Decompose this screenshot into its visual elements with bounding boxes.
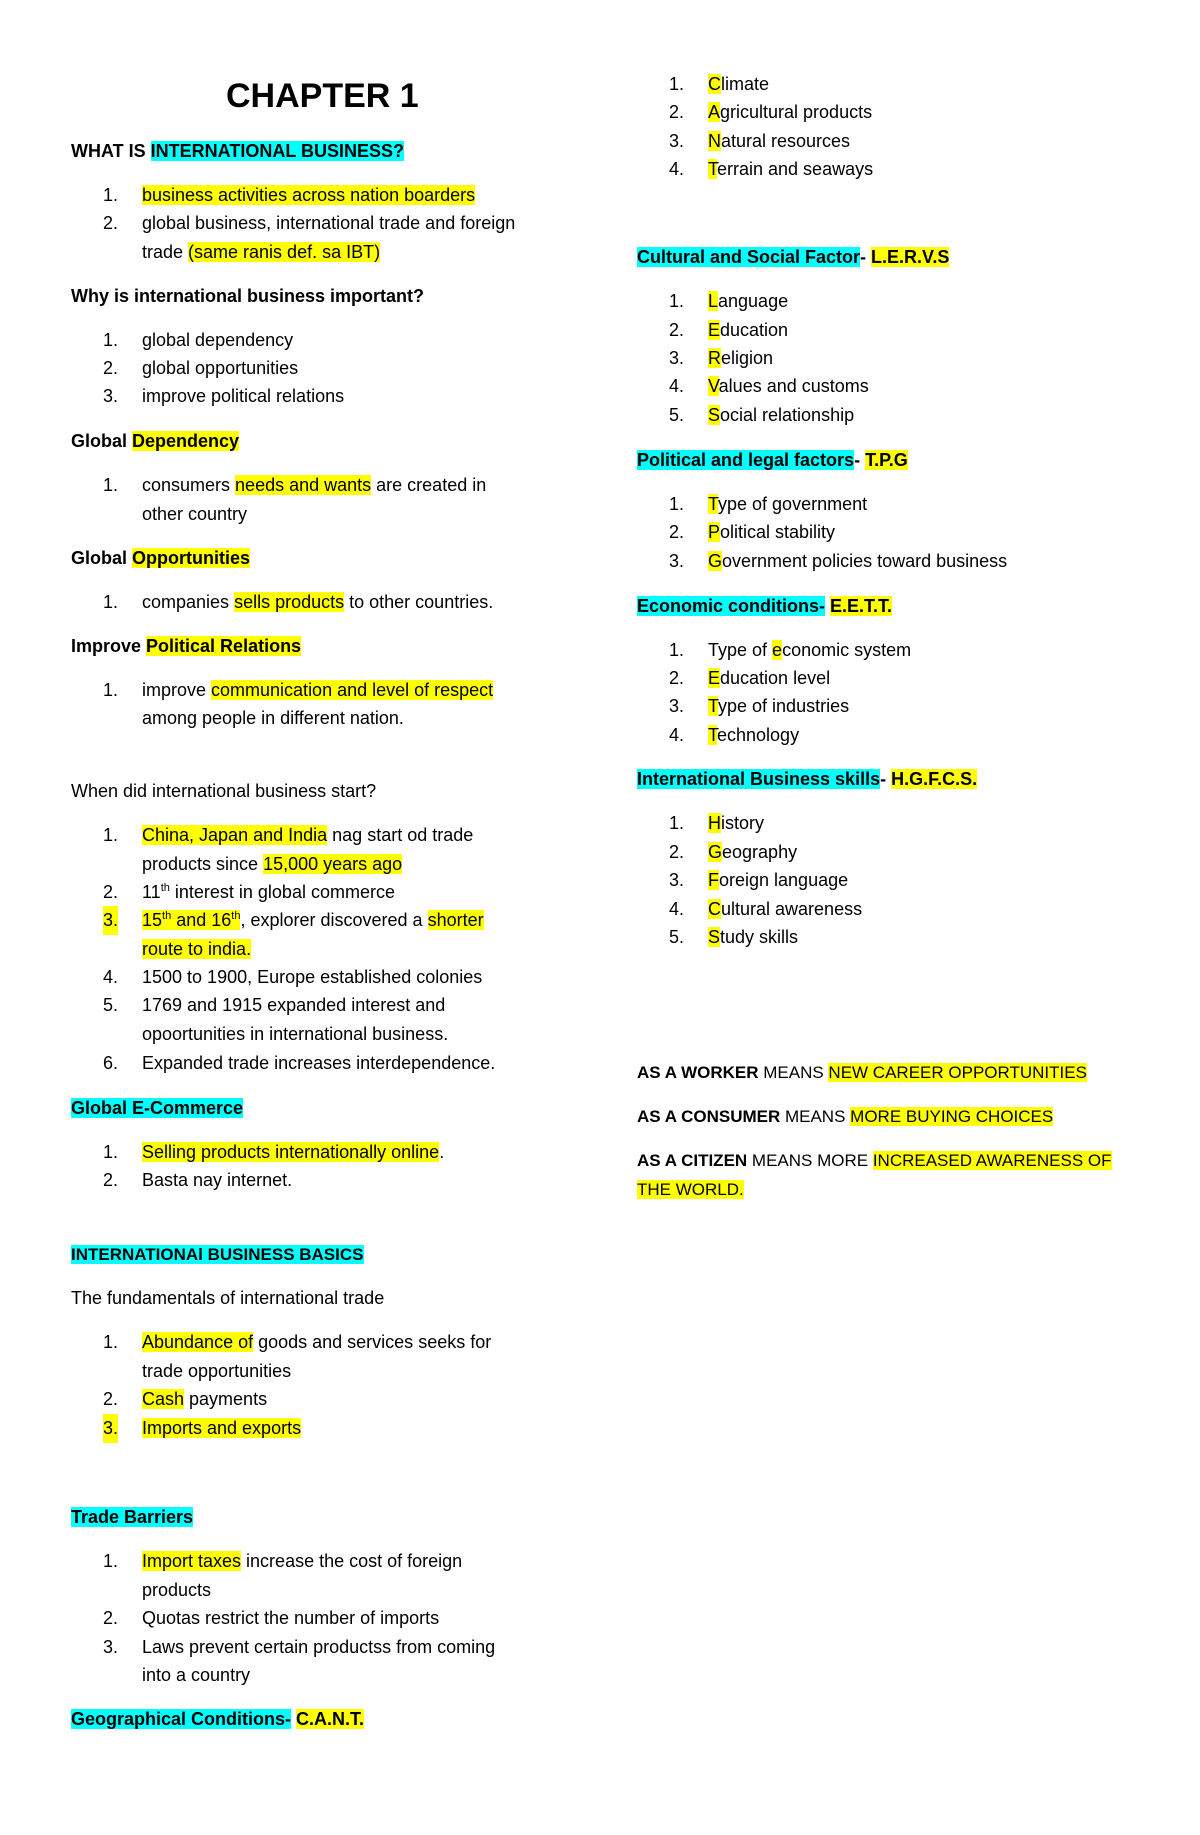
list-number: 3.: [669, 131, 685, 151]
list-item: Imports and exports: [142, 1418, 302, 1438]
list-number: 5.: [103, 995, 119, 1015]
heading-trade-barriers: Trade Barriers: [71, 1507, 194, 1527]
list-item: Political stability: [708, 522, 836, 542]
heading-economic: Economic conditions- E.E.T.T.: [637, 596, 893, 616]
list-number: 1.: [669, 291, 685, 311]
list-number: 1.: [103, 680, 119, 700]
list-number: 2.: [103, 358, 119, 378]
statement-citizen: AS A CITIZEN MEANS MORE INCREASED AWARENESS OF: [637, 1151, 1112, 1170]
heading-what-is-ib: WHAT IS INTERNATIONAL BUSINESS?: [71, 141, 405, 161]
heading-global-ecommerce: Global E-Commerce: [71, 1098, 244, 1118]
list-item-continuation: products since 15,000 years ago: [142, 854, 403, 874]
page-title: CHAPTER 1: [226, 77, 419, 115]
list-item: Values and customs: [708, 376, 869, 396]
list-item: Cultural awareness: [708, 899, 863, 919]
list-item: companies sells products to other countries.: [142, 592, 494, 612]
list-number: 6.: [103, 1053, 119, 1073]
list-item: History: [708, 813, 765, 833]
list-number: 4.: [669, 899, 685, 919]
heading-ib-basics: INTERNATIONAl BUSINESS BASICS: [71, 1245, 364, 1264]
list-item-continuation: trade opportunities: [142, 1361, 292, 1381]
list-item: China, Japan and India nag start od trade: [142, 825, 474, 845]
list-number: 1.: [103, 475, 119, 495]
statement-consumer: AS A CONSUMER MEANS MORE BUYING CHOICES: [637, 1107, 1054, 1126]
list-number: 3.: [669, 696, 685, 716]
list-item-continuation: into a country: [142, 1665, 251, 1685]
heading-political-legal: Political and legal factors- T.P.G: [637, 450, 908, 470]
heading-why-important: Why is international business important?: [71, 286, 425, 306]
list-item: Expanded trade increases interdependence.: [142, 1053, 496, 1073]
list-item: 11th interest in global commerce: [142, 882, 395, 902]
heading-cultural-social: Cultural and Social Factor- L.E.R.V.S: [637, 247, 950, 267]
list-item: Quotas restrict the number of imports: [142, 1608, 440, 1628]
list-item: Foreign language: [708, 870, 849, 890]
list-number: 3.: [103, 906, 118, 935]
list-item: Basta nay internet.: [142, 1170, 293, 1190]
list-item: global opportunities: [142, 358, 299, 378]
basics-subtitle: The fundamentals of international trade: [71, 1288, 385, 1308]
list-number: 5.: [669, 405, 685, 425]
list-item: Education: [708, 320, 789, 340]
list-number: 2.: [669, 522, 685, 542]
list-number: 2.: [103, 1608, 119, 1628]
list-number: 2.: [669, 320, 685, 340]
list-number: 2.: [669, 102, 685, 122]
list-number: 3.: [103, 386, 119, 406]
list-item: Social relationship: [708, 405, 855, 425]
list-item: Type of industries: [708, 696, 850, 716]
list-item: Cash payments: [142, 1389, 268, 1409]
list-number: 1.: [669, 494, 685, 514]
list-number: 1.: [103, 1332, 119, 1352]
list-number: 1.: [103, 1551, 119, 1571]
list-item: Government policies toward business: [708, 551, 1008, 571]
statement-worker: AS A WORKER MEANS NEW CAREER OPPORTUNITIES: [637, 1063, 1087, 1082]
list-item: Agricultural products: [708, 102, 873, 122]
list-number: 4.: [669, 725, 685, 745]
list-item: Import taxes increase the cost of foreign: [142, 1551, 463, 1571]
heading-global-opportunities: Global Opportunities: [71, 548, 251, 568]
list-item: Climate: [708, 74, 770, 94]
list-item: 15th and 16th, explorer discovered a shorter: [142, 910, 484, 930]
list-number: 1.: [103, 825, 119, 845]
list-number: 2.: [103, 1170, 119, 1190]
list-item-continuation: other country: [142, 504, 248, 524]
list-item: 1769 and 1915 expanded interest and: [142, 995, 446, 1015]
list-number: 1.: [103, 330, 119, 350]
list-number: 2.: [103, 882, 119, 902]
list-item-continuation: opoortunities in international business.: [142, 1024, 449, 1044]
list-number: 1.: [669, 640, 685, 660]
list-item: 1500 to 1900, Europe established colonies: [142, 967, 483, 987]
list-item: Abundance of goods and services seeks for: [142, 1332, 492, 1352]
list-item: Type of economic system: [708, 640, 912, 660]
list-number: 3.: [103, 1637, 119, 1657]
list-number: 2.: [669, 668, 685, 688]
list-number: 3.: [103, 1414, 118, 1443]
list-number: 2.: [669, 842, 685, 862]
list-number: 4.: [669, 159, 685, 179]
list-item: Religion: [708, 348, 774, 368]
list-number: 1.: [103, 185, 119, 205]
list-number: 3.: [669, 870, 685, 890]
statement-citizen-continuation: THE WORLD.: [637, 1180, 744, 1199]
list-item-continuation: among people in different nation.: [142, 708, 404, 728]
list-item: improve communication and level of respect: [142, 680, 494, 700]
list-item-continuation: products: [142, 1580, 212, 1600]
list-item: Terrain and seaways: [708, 159, 874, 179]
list-item: Laws prevent certain productss from coming: [142, 1637, 496, 1657]
list-item: Selling products internationally online.: [142, 1142, 445, 1162]
list-number: 4.: [669, 376, 685, 396]
list-item: Technology: [708, 725, 800, 745]
list-item: consumers needs and wants are created in: [142, 475, 487, 495]
list-item: Type of government: [708, 494, 868, 514]
list-item: Language: [708, 291, 789, 311]
list-number: 2.: [103, 1389, 119, 1409]
list-item: Geography: [708, 842, 798, 862]
heading-when-start: When did international business start?: [71, 781, 377, 801]
heading-ib-skills: International Business skills- H.G.F.C.S.: [637, 769, 978, 789]
heading-improve-political: Improve Political Relations: [71, 636, 302, 656]
heading-global-dependency: Global Dependency: [71, 431, 240, 451]
heading-geographical: Geographical Conditions- C.A.N.T.: [71, 1709, 365, 1729]
list-number: 1.: [103, 592, 119, 612]
list-item: global business, international trade and foreign: [142, 213, 516, 233]
list-number: 4.: [103, 967, 119, 987]
list-item-continuation: trade (same ranis def. sa IBT): [142, 242, 381, 262]
list-item: Study skills: [708, 927, 799, 947]
list-item: business activities across nation boarders: [142, 185, 476, 205]
list-item-continuation: route to india.: [142, 939, 252, 959]
list-number: 5.: [669, 927, 685, 947]
list-number: 3.: [669, 551, 685, 571]
list-item: improve political relations: [142, 386, 345, 406]
list-number: 1.: [103, 1142, 119, 1162]
list-number: 2.: [103, 213, 119, 233]
list-item: Natural resources: [708, 131, 851, 151]
list-item: Education level: [708, 668, 831, 688]
list-item: global dependency: [142, 330, 294, 350]
list-number: 1.: [669, 74, 685, 94]
list-number: 1.: [669, 813, 685, 833]
list-number: 3.: [669, 348, 685, 368]
